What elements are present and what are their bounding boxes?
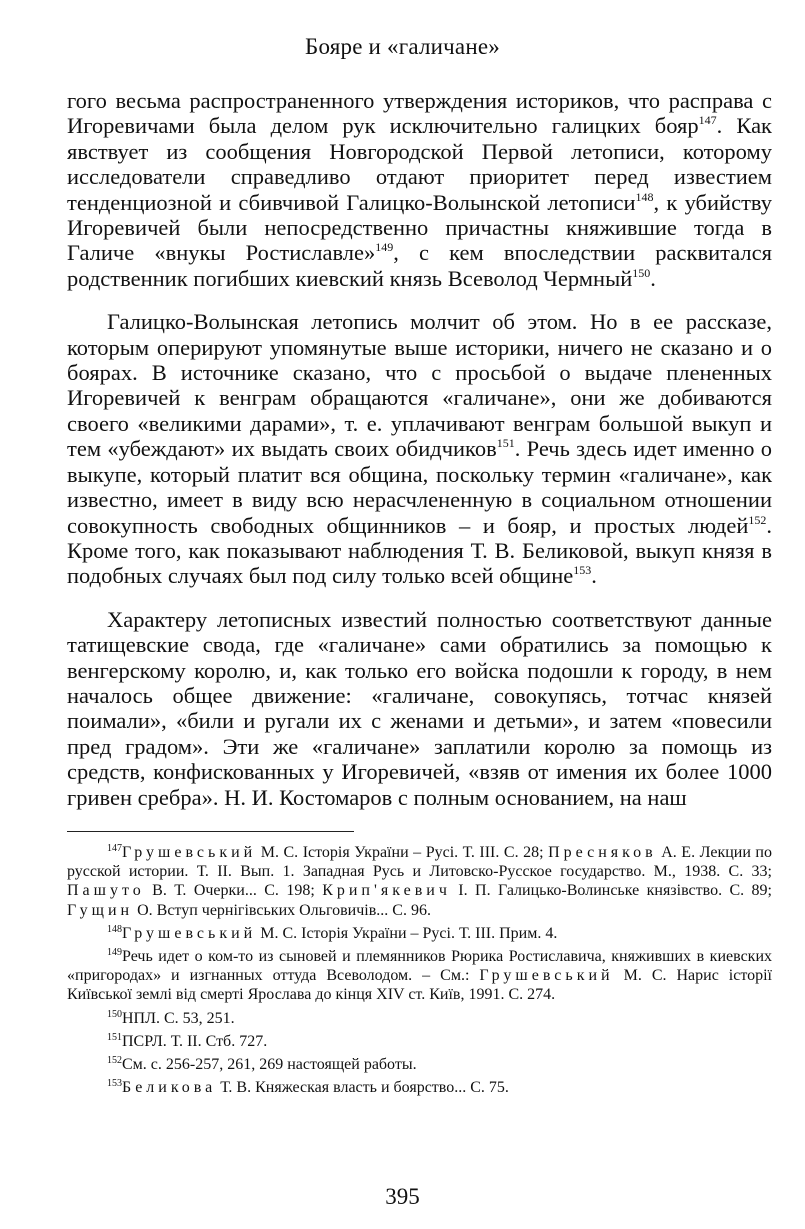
footnote-number: 153 bbox=[107, 1078, 122, 1090]
footnote-150: $^{150}$НПЛ. С. 53, 251. bbox=[107, 1008, 235, 1027]
footnote-number: 147 bbox=[107, 843, 122, 854]
footnote-divider bbox=[67, 831, 354, 832]
paragraph-3: Характеру летописных известий полностью соответствуют данные татищевские свода, где «галичане» сами обратились за помощью к венгерскому королю, и, как только его войска подошли к городу, в нем началось общее движение: «галичане, совокупясь, тотчас князей поимали», «били и ругали их с женами и детьми», и затем «повесили пред градом». Эти же «галичане» заплатили королю за помощь из средств, конфискованных у Игоревичей, «взяв от имения их более 1000 гривен сребра». Н. И. Костомаров с полным основанием, на наш bbox=[67, 606, 772, 810]
running-header: Бояре и «галичане» bbox=[305, 34, 500, 59]
footnote-ref[interactable]: 152 bbox=[748, 512, 767, 527]
footnote-ref[interactable]: 151 bbox=[496, 436, 515, 451]
footnote-151: $^{151}$ПСРЛ. Т. II. Стб. 727. bbox=[107, 1031, 268, 1050]
footnote-147: $^{147}$Грушевський М. С. Історія України – Русі. Т. III. С. 28; Пресняков А. Е. Лекции по русской истории. Т. II. Вып. 1. Западная Русь и Литовско-Русское государство. М., 1938. С. 33; Пашуто В. Т. Очерки... С. 198; Крип'якевич І. П. Галицько-Волинське князівство. С. 89; Гущин О. Вступ чернігівських Ольговичів... С. 96. bbox=[67, 843, 772, 919]
footnote-ref[interactable]: 150 bbox=[632, 265, 651, 280]
footnote-152: $^{152}$См. с. 256-257, 261, 269 настоящей работы. bbox=[107, 1055, 417, 1074]
footnote-number: 151 bbox=[107, 1031, 122, 1043]
footnote-ref[interactable]: 147 bbox=[698, 113, 717, 128]
footnote-ref[interactable]: 148 bbox=[635, 189, 654, 204]
footnote-149: $^{149}$Речь идет о ком-то из сыновей и племянников Рюрика Ростиславича, княживших в киевских «пригородах» и изгнанных оттуда Всеволодом. – См.: Грушевський М. С. Нарис історії Київської землі від смерті Ярослава до кінця XIV ст. Київ, 1991. С. 274. bbox=[67, 947, 773, 1004]
main-text bbox=[67, 88, 772, 828]
footnote-number: 148 bbox=[107, 923, 122, 935]
footnote-ref[interactable]: 153 bbox=[573, 563, 592, 578]
page-number: 395 bbox=[385, 1184, 420, 1209]
footnote-148: $^{148}$Грушевський М. С. Історія України – Русі. Т. III. Прим. 4. bbox=[107, 923, 558, 942]
paragraph-1: гого весьма распространенного утверждения историков, что расправа с Игоревичами была делом рук исключительно галицких бояр$^{147}$. Как явствует из сообщения Новгородской Первой летописи, которому исследователи справедливо отдают приоритет перед известием тенденциозной и сбивчивой Галицко-Волынской летописи$^{148}$, к убийству Игоревичей были непосредственно причастны княжившие тогда в Галиче «внукы Ростиславле»$^{149}$, с кем впоследствии расквитался родственник погибших киевский князь Всеволод Чермный$^{150}$. bbox=[67, 88, 773, 291]
footnote-number: 150 bbox=[107, 1008, 122, 1020]
footnotes bbox=[67, 843, 772, 1101]
paragraph-2: Галицко-Волынская летопись молчит об этом. Но в ее рассказе, которым оперируют упомянутые выше историки, ничего не сказано и о боярах. В источнике сказано, что с просьбой о выдаче плененных Игоревичей к венграм обращаются «галичане», они же добиваются своего «великими дарами», т. е. уплачивают венграм большой выкуп и тем «убеждают» их выдать своих обидчиков$^{151}$. Речь здесь идет именно о выкупе, который платит вся община, поскольку термин «галичане», как известно, имеет в виду всю нерасчлененную в социальном отношении совокупность свободных общинников – и бояр, и простых людей$^{152}$. Кроме того, как показывают наблюдения Т. В. Беликовой, выкуп князя в подобных случаях был под силу только всей общине$^{153}$. bbox=[67, 309, 772, 589]
footnote-ref[interactable]: 149 bbox=[375, 240, 394, 255]
footnote-number: 149 bbox=[107, 947, 122, 959]
footnote-number: 152 bbox=[107, 1055, 122, 1067]
footnote-153: $^{153}$Беликова Т. В. Княжеская власть и боярство... С. 75. bbox=[107, 1078, 509, 1097]
